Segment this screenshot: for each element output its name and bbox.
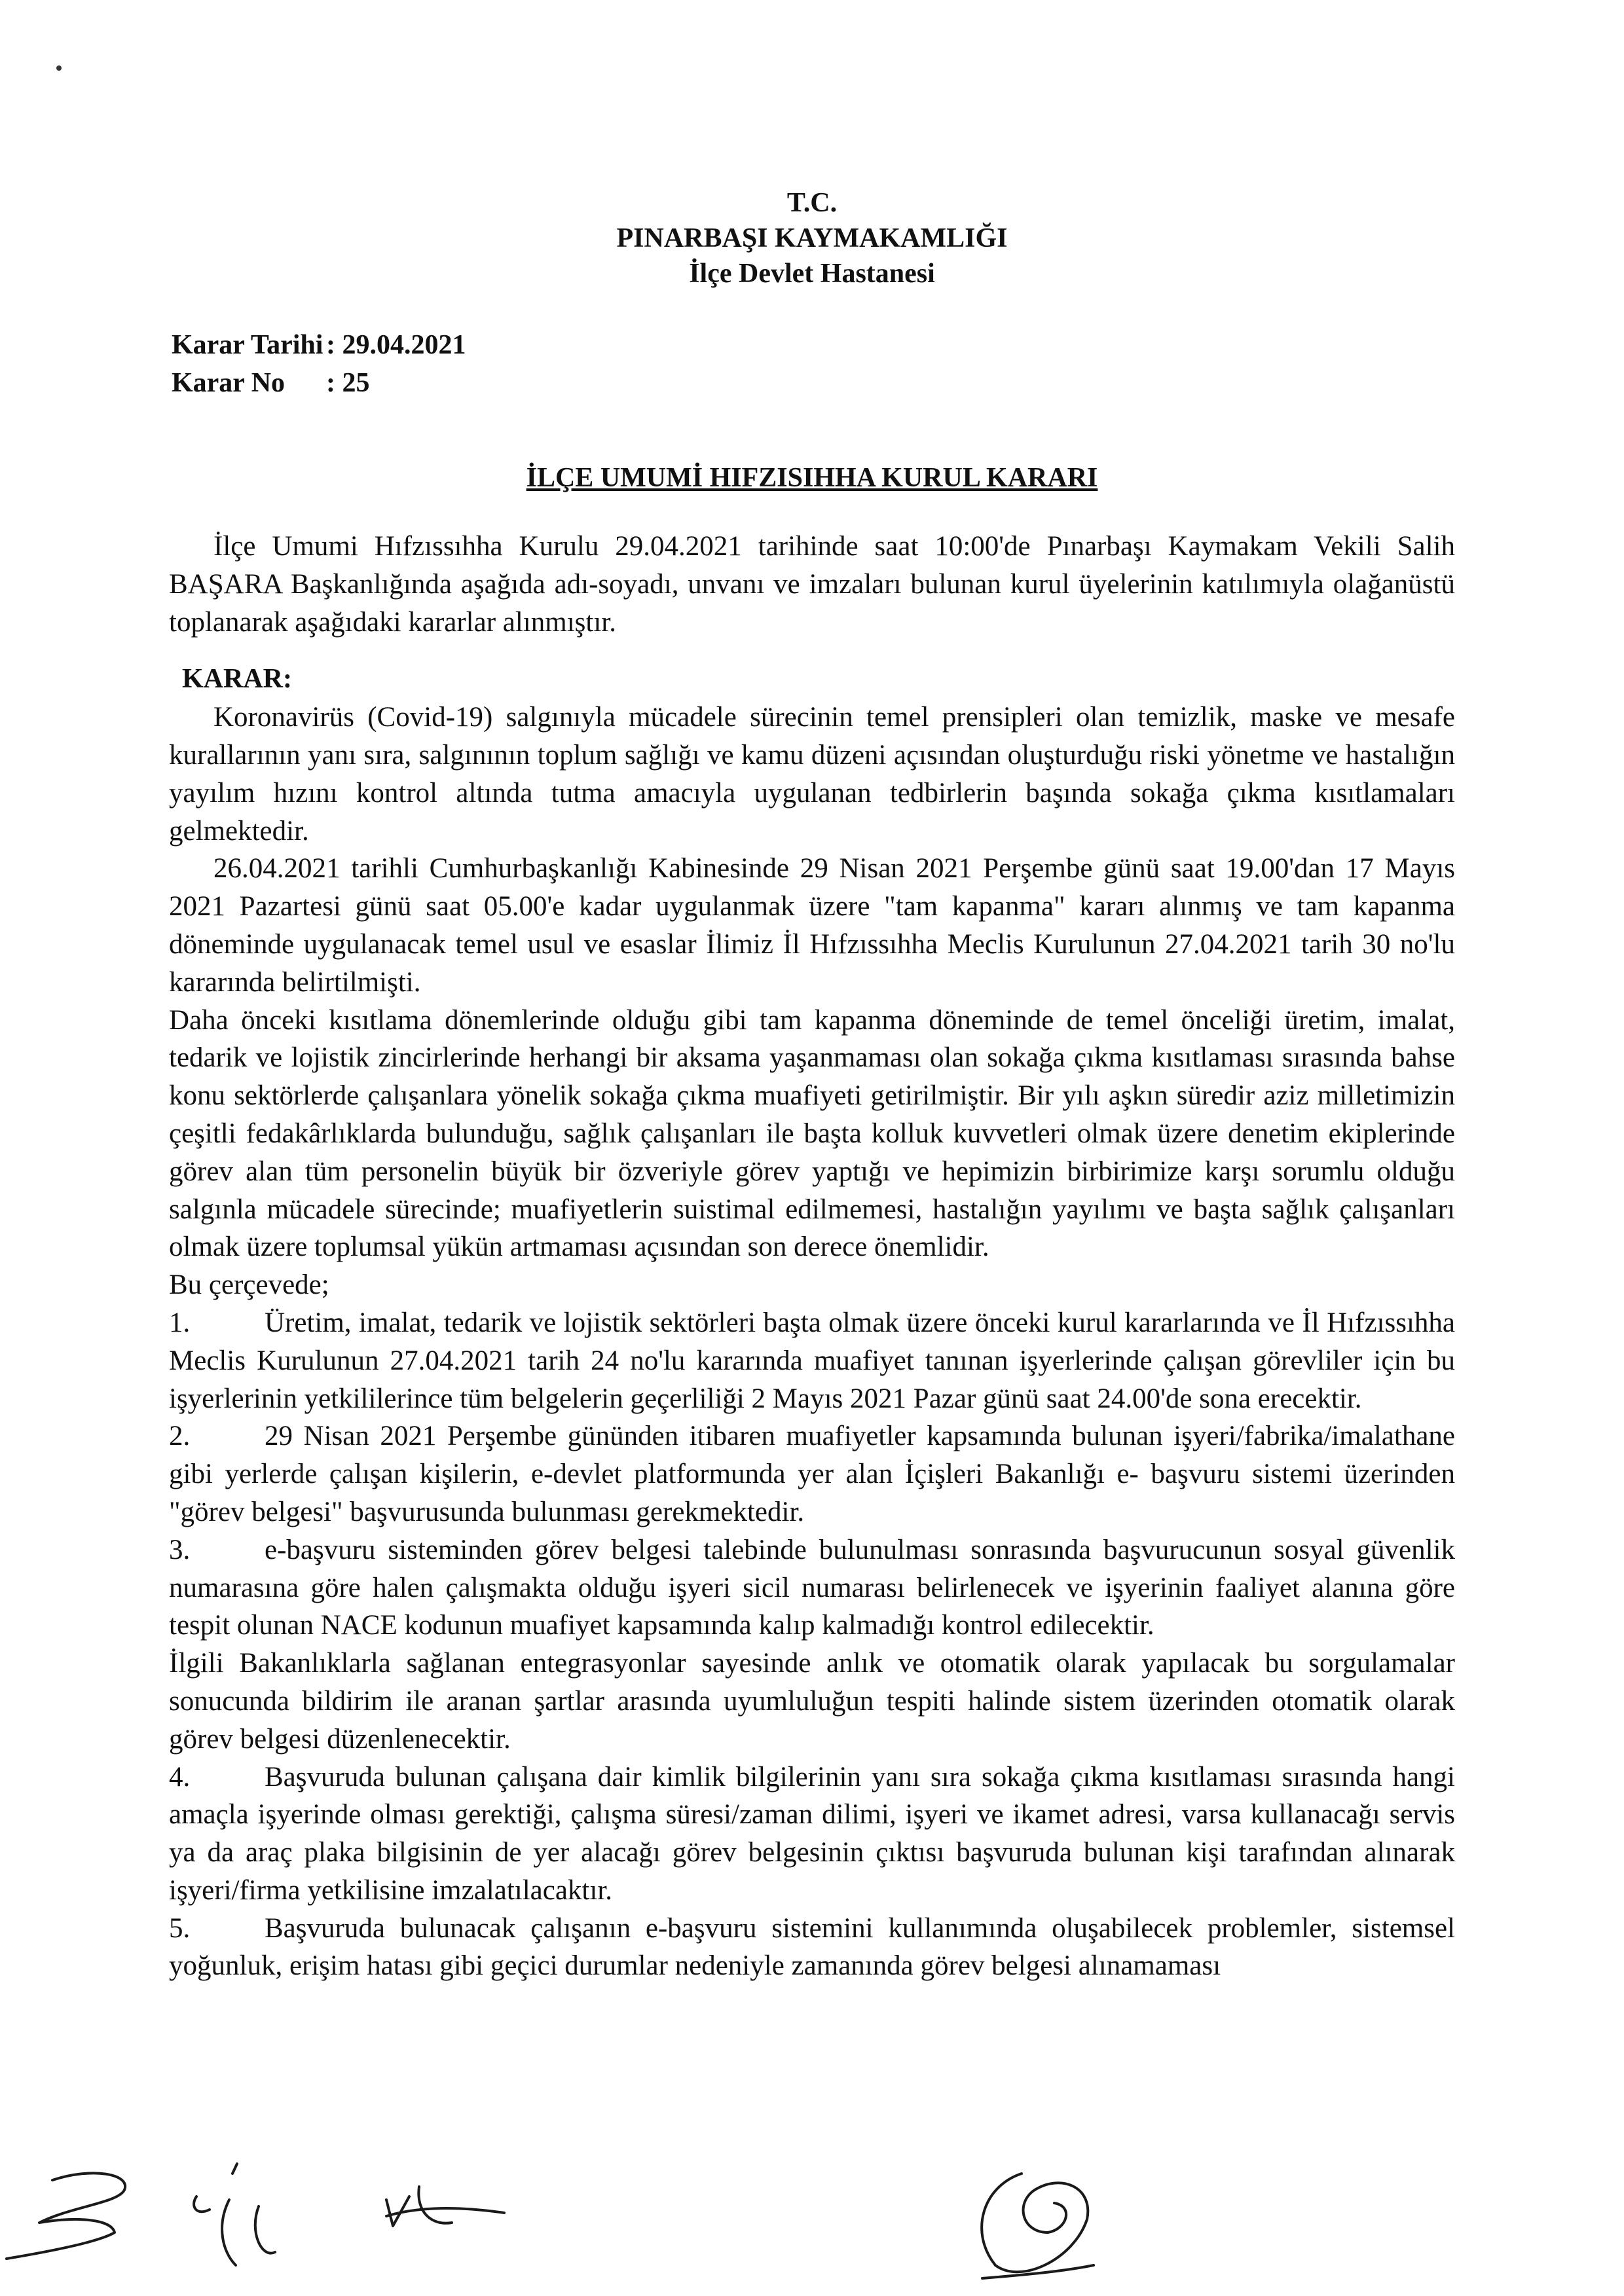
decision-date-value: : 29.04.2021 <box>326 330 466 360</box>
decision-no-row <box>172 364 466 402</box>
body-paragraph-3: Daha önceki kısıtlama dönemlerinde olduğu gibi tam kapanma döneminde de temel önceliği üretim, imalat, tedarik ve lojistik zincirlerinde herhangi bir aksama yaşanmaması olan sokağa çıkma kısıtlaması sırasında bahse konu sektörlerde çalışanlara yönelik sokağa çıkma muafiyeti getirilmiştir. Bir yılı aşkın süredir aziz milletimizin çeşitli fedakârlıklarda bulunduğu, sağlık çalışanları ile başta kolluk kuvvetleri olmak üzere denetim ekiplerinde görev alan tüm personelin büyük bir özveriyle görev yaptığı ve hepimizin birbirimize karşı sorumlu olduğu salgınla mücadele sürecinde; muafiyetlerin suistimal edilmemesi, hastalığın yayılımı ve başta sağlık çalışanları olmak üzere toplumsal yükün artmaması açısından son derece önemlidir. <box>169 1004 1455 1263</box>
list-item <box>169 1417 1455 1531</box>
list-item <box>169 1910 1455 1986</box>
list-item <box>169 1531 1455 1645</box>
intro-paragraph: İlçe Umumi Hıfzıssıhha Kurulu 29.04.2021 tarihinde saat 10:00'de Pınarbaşı Kaymakam Vekili Salih BAŞARA Başkanlığında aşağıda adı-soyadı, unvanı ve imzaları bulunan kurul üyelerinin katılımıyla olağanüstü toplanarak aşağıdaki kararlar alınmıştır. <box>169 531 1455 638</box>
karar-heading: KARAR: <box>182 664 292 695</box>
signature-1 <box>7 2173 125 2259</box>
document-title: İLÇE UMUMİ HIFZISIHHA KURUL KARARI <box>526 463 1098 493</box>
decision-date-row <box>172 326 466 364</box>
header-kaymakamlik: PINARBAŞI KAYMAKAMLIĞI <box>616 223 1008 253</box>
document-body <box>169 528 1455 1985</box>
document-header <box>0 185 1624 291</box>
decision-no-label: Karar No <box>172 368 286 398</box>
signature-3 <box>386 2187 504 2226</box>
list-item-number: 5. <box>169 1912 191 1944</box>
signature-strip <box>0 2160 1624 2296</box>
list-item-text: Başvuruda bulunan çalışana dair kimlik bilgilerinin yanı sıra sokağa çıkma kısıtlaması sırasında hangi amaçla işyerinde olması gerektiği, çalışma süresi/zaman dilimi, işyeri ve ikamet adresi, varsa kullanacağı servis ya da araç plaka bilgisinin de yer alacağı görev belgesinin çıktısı başvuruda bulunan kişi tarafından alınarak işyeri/firma yetkilisine imzalatılacaktır. <box>169 1761 1455 1906</box>
decision-meta <box>172 326 466 402</box>
body-paragraph-4: Bu çerçevede; <box>169 1269 329 1301</box>
header-hastane: İlçe Devlet Hastanesi <box>689 259 935 289</box>
signature-2 <box>194 2164 275 2265</box>
list-item-number: 4. <box>169 1761 191 1793</box>
list-item-number: 2. <box>169 1421 191 1452</box>
list-item-text: Üretim, imalat, tedarik ve lojistik sektörleri başta olmak üzere önceki kurul kararlarında ve İl Hıfzıssıhha Meclis Kurulunun 27.04.2021 tarih 24 no'lu kararında muafiyet tanınan işyerlerinde çalışan görevliler için bu işyerlerinin yetkililerince tüm belgelerin geçerliliği 2 Mayıs 2021 Pazar günü saat 24.00'de sona erecektir. <box>169 1307 1455 1414</box>
list-item-text: Başvuruda bulunacak çalışanın e-başvuru sistemini kullanımında oluşabilecek problemler, sistemsel yoğunluk, erişim hatası gibi geçici durumlar nedeniyle zamanında görev belgesi alınamaması <box>169 1912 1455 1982</box>
list-item <box>169 1758 1455 1910</box>
list-item-number: 1. <box>169 1307 191 1338</box>
list-item <box>169 1304 1455 1417</box>
header-tc: T.C. <box>786 188 838 218</box>
scan-speck <box>56 65 62 71</box>
list-item-number: 3. <box>169 1534 191 1565</box>
list-item-text: e-başvuru sisteminden görev belgesi talebinde bulunulması sonrasında başvurucunun sosyal güvenlik numarasına göre halen çalışmakta olduğu işyeri sicil numarası belirlenecek ve işyerinin faaliyet alanına göre tespit olunan NACE kodunun muafiyet kapsamında kalıp kalmadığı kontrol edilecektir. <box>169 1534 1455 1641</box>
body-paragraph-5: İlgili Bakanlıklarla sağlanan entegrasyonlar sayesinde anlık ve otomatik olarak yapılacak bu sorgulamalar sonucunda bildirim ile aranan şartlar arasında uyumluluğun tespiti halinde sistem üzerinden otomatik olarak görev belgesi düzenlenecektir. <box>169 1648 1455 1755</box>
body-paragraph-1: Koronavirüs (Covid-19) salgınıyla mücadele sürecinin temel prensipleri olan temizlik, maske ve mesafe kurallarının yanı sıra, salgınının toplum sağlığı ve kamu düzeni açısından oluşturduğu riski yönetme ve hastalığın yayılım hızını kontrol altında tutma amacıyla uygulanan tedbirlerin başında sokağa çıkma kısıtlamaları gelmektedir. <box>169 702 1455 847</box>
body-paragraph-2: 26.04.2021 tarihli Cumhurbaşkanlığı Kabinesinde 29 Nisan 2021 Perşembe günü saat 19.00'dan 17 Mayıs 2021 Pazartesi günü saat 05.00'e kadar uygulanmak üzere "tam kapanma" kararı alınmış ve tam kapanma döneminde uygulanacak temel usul ve esaslar İlimiz İl Hıfzıssıhha Meclis Kurulunun 27.04.2021 tarih 30 no'lu kararında belirtilmişti. <box>169 853 1455 998</box>
decision-no-value: : 25 <box>326 368 370 398</box>
list-item-text: 29 Nisan 2021 Perşembe gününden itibaren muafiyetler kapsamında bulunan işyeri/fabrika/imalathane gibi yerlerde çalışan kişilerin, e-devlet platformunda yer alan İçişleri Bakanlığı e- başvuru sistemi üzerinden "görev belgesi" başvurusunda bulunması gerekmektedir. <box>169 1421 1455 1527</box>
signature-4 <box>982 2174 1094 2278</box>
decision-date-label: Karar Tarihi <box>172 330 323 360</box>
